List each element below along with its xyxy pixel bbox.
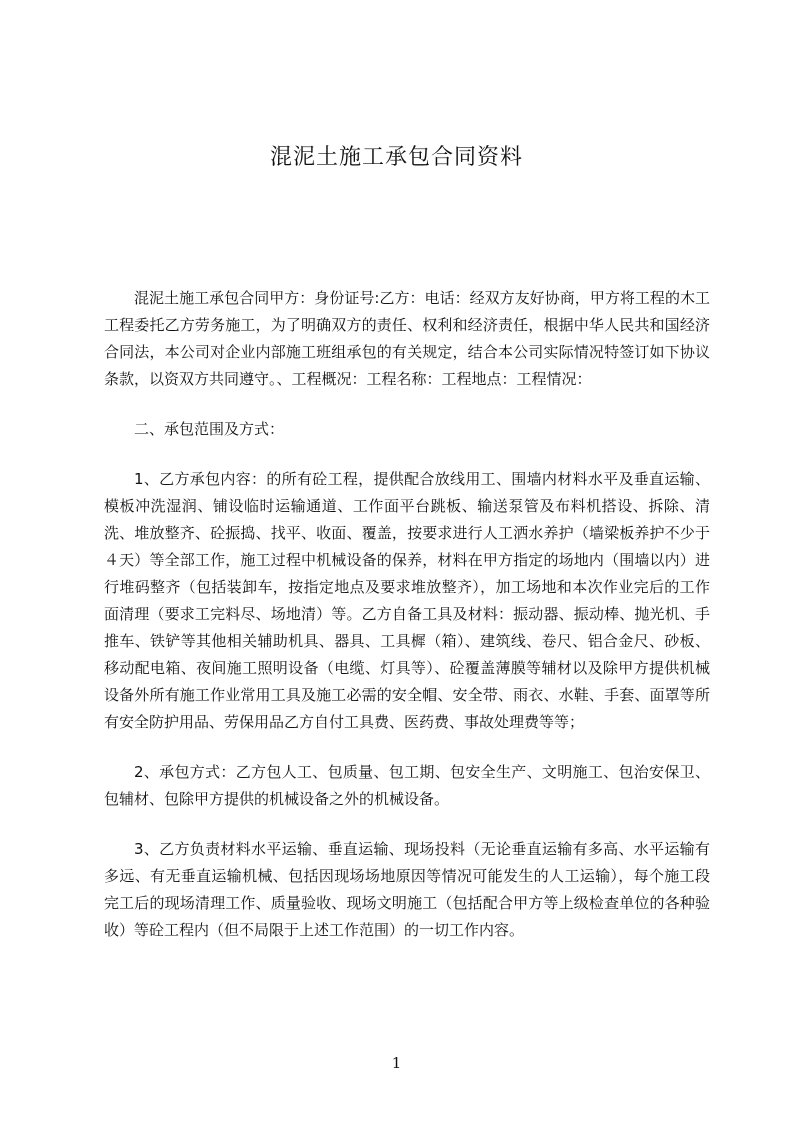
document-body bbox=[104, 285, 710, 944]
section-heading-scope: 二、承包范围及方式： bbox=[134, 420, 285, 438]
page-number: 1 bbox=[391, 1054, 402, 1072]
paragraph-clause-2: 2、承包方式：乙方包人工、包质量、包工期、包安全生产、文明施工、包治安保卫、包辅材、包除甲方提供的机械设备之外的机械设备。 bbox=[104, 763, 710, 808]
paragraph-intro: 混泥土施工承包合同甲方：身份证号:乙方：电话：经双方友好协商，甲方将工程的木工工程委托乙方劳务施工，为了明确双方的责任、权利和经济责任，根据中华人民共和国经济合同法，本公司对企业内部施工班组承包的有关规定，结合本公司实际情况特签订如下协议条款，以资双方共同遵守。、工程概况：工程名称：工程地点：工程情况： bbox=[104, 289, 710, 388]
document-title: 混泥土施工承包合同资料 bbox=[269, 145, 523, 170]
paragraph-clause-1: 1、乙方承包内容：的所有砼工程，提供配合放线用工、围墙内材料水平及垂直运输、模板冲洗湿润、铺设临时运输通道、工作面平台跳板、输送泵管及布料机搭设、拆除、清洗、堆放整齐、砼振捣、找平、收面、覆盖，按要求进行人工洒水养护（墙梁板养护不少于４天）等全部工作，施工过程中机械设备的保养，材料在甲方指定的场地内（围墙以内）进行堆码整齐（包括装卸车，按指定地点及要求堆放整齐），加工场地和本次作业完后的工作面清理（要求工完料尽、场地清）等。乙方自备工具及材料：振动器、振动棒、抛光机、手推车、铁铲等其他相关辅助机具、器具、工具樨（箱）、建筑线、卷尺、铝合金尺、砂板、移动配电箱、夜间施工照明设备（电缆、灯具等）、砼覆盖薄膜等辅材以及除甲方提供机械设备外所有施工作业常用工具及施工必需的安全帽、安全带、雨衣、水鞋、手套、面罩等所有安全防护用品、劳保用品乙方自付工具费、医药费、事故处理费等等； bbox=[104, 470, 710, 731]
paragraph-clause-3: 3、乙方负责材料水平运输、垂直运输、现场投料（无论垂直运输有多高、水平运输有多远、有无垂直运输机械、包括因现场场地原因等情况可能发生的人工运输），每个施工段完工后的现场清理工作、质量验收、现场文明施工（包括配合甲方等上级检查单位的各种验收）等砼工程内（但不局限于上述工作范围）的一切工作内容。 bbox=[104, 840, 710, 939]
